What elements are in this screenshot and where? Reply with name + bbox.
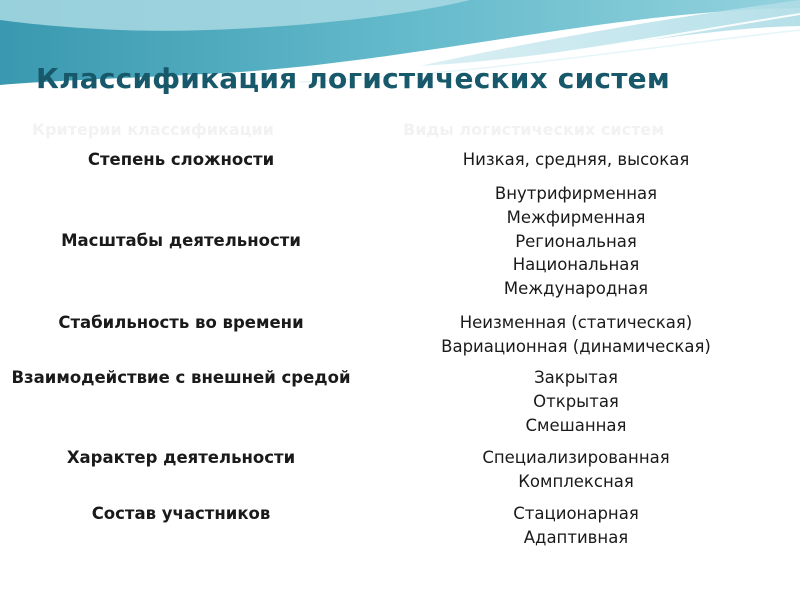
types-cell: [362, 148, 790, 172]
type-item: Специализированная: [482, 448, 670, 467]
type-item: Смешанная: [525, 415, 627, 435]
type-item: Межфирменная: [506, 207, 646, 227]
type-item: Региональная: [515, 231, 637, 251]
types-cell: [362, 366, 790, 437]
criterion-cell: Характер деятельности: [66, 448, 296, 467]
type-item: Неизменная (статическая): [459, 313, 693, 332]
classification-table: [0, 118, 800, 558]
types-cell: [362, 502, 790, 550]
type-item: Комплексная: [518, 471, 634, 491]
criterion-cell: Взаимодействие с внешней средой: [11, 368, 351, 387]
criterion-cell: Степень сложности: [87, 150, 275, 169]
slide-title: Классификация логистических систем: [36, 62, 670, 95]
type-item: Низкая, средняя, высокая: [462, 150, 690, 169]
type-item: Вариационная (динамическая): [441, 336, 711, 356]
table-header-row: [0, 118, 800, 142]
type-item: Международная: [503, 279, 649, 299]
types-cell: [362, 446, 790, 494]
type-item: Национальная: [512, 255, 640, 275]
type-item: Адаптивная: [523, 527, 629, 547]
type-item: Внутрифирменная: [494, 184, 658, 203]
header-types: Виды логистических систем: [403, 120, 665, 139]
criterion-cell: Масштабы деятельности: [61, 231, 301, 250]
header-criteria: Критерии классификации: [32, 120, 274, 139]
type-item: Закрытая: [534, 368, 618, 387]
type-item: Открытая: [533, 391, 619, 411]
types-cell: [362, 182, 790, 301]
type-item: Стационарная: [513, 504, 639, 523]
criterion-cell: Стабильность во времени: [58, 313, 304, 332]
criterion-cell: Состав участников: [91, 504, 271, 523]
types-cell: [362, 311, 790, 359]
